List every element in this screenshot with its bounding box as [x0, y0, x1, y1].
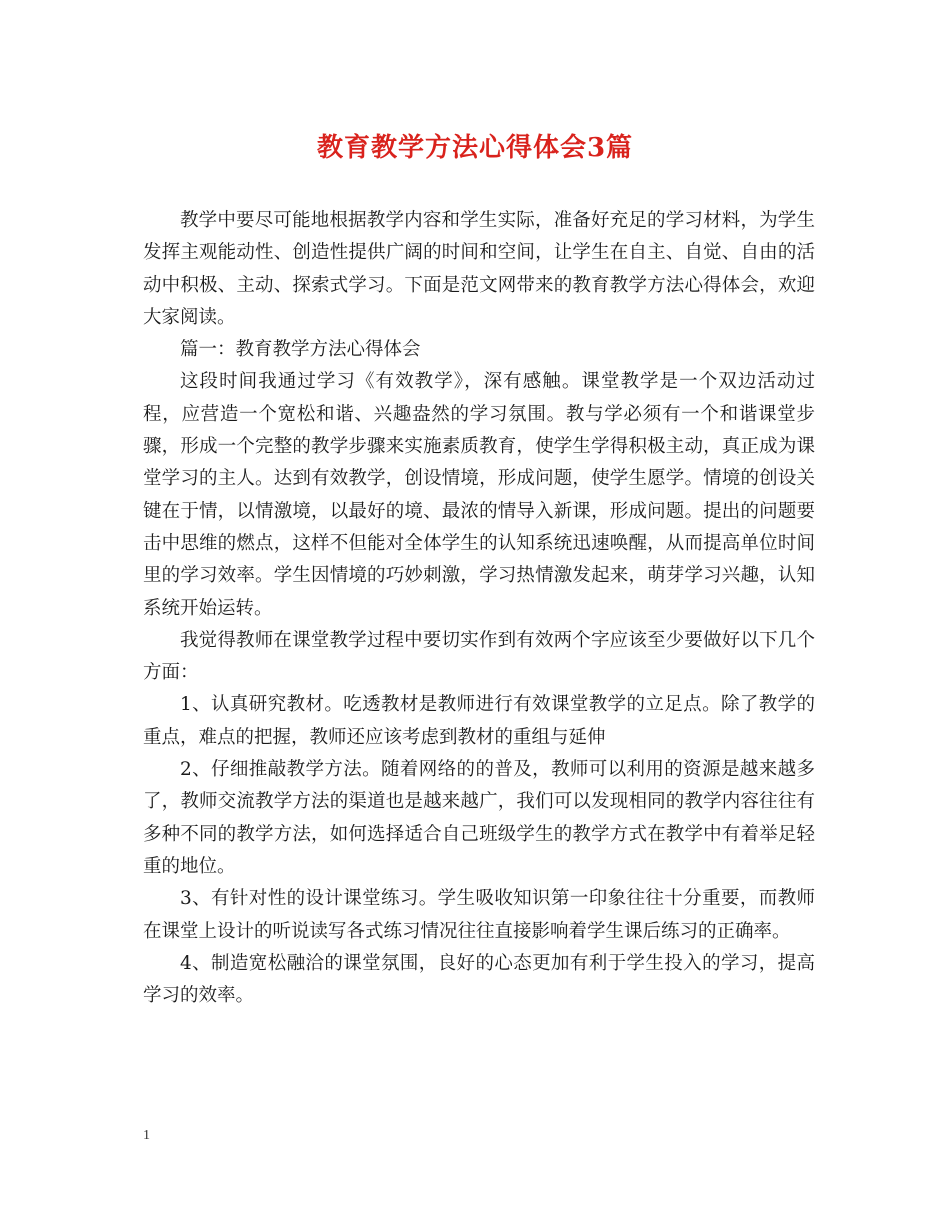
list-item-1: 1、认真研究教材。吃透教材是教师进行有效课堂教学的立足点。除了教学的重点，难点的把握，教师还应该考虑到教材的重组与延伸	[143, 694, 815, 748]
body-paragraph: 我觉得教师在课堂教学过程中要切实作到有效两个字应该至少要做好以下几个方面：	[143, 629, 815, 684]
document-title: 教育教学方法心得体会3篇	[316, 133, 634, 163]
section-heading: 篇一：教育教学方法心得体会	[180, 339, 421, 361]
page-number: 1	[143, 1128, 150, 1143]
list-item-2: 2、仔细推敲教学方法。随着网络的的普及，教师可以利用的资源是越来越多了，教师交流教学方法的渠道也是越来越广，我们可以发现相同的教学内容往往有多种不同的教学方法，如何选择适合自己班级学生的教学方式在教学中有着举足轻重的地位。	[143, 759, 815, 877]
body-paragraph: 这段时间我通过学习《有效教学》，深有感触。课堂教学是一个双边活动过程，应营造一个宽松和谐、兴趣盎然的学习氛围。教与学必须有一个和谐课堂步骤，形成一个完整的教学步骤来实施素质教育，使学生学得积极主动，真正成为课堂学习的主人。达到有效教学，创设情境，形成问题，使学生愿学。情境的创设关键在于情，以情激境，以最好的境、最浓的情导入新课，形成问题。提出的问题要击中思维的燃点，这样不但能对全体学生的认知系统迅速唤醒，从而提高单位时间里的学习效率。学生因情境的巧妙刺激，学习热情激发起来，萌芽学习兴趣，认知系统开始运转。	[143, 371, 815, 619]
list-item-4: 4、制造宽松融洽的课堂氛围，良好的心态更加有利于学生投入的学习，提高学习的效率。	[143, 952, 815, 1007]
document-body	[143, 205, 815, 1012]
list-item-3: 3、有针对性的设计课堂练习。学生吸收知识第一印象往往十分重要，而教师在课堂上设计的听说读写各式练习情况往往直接影响着学生课后练习的正确率。	[143, 888, 815, 942]
intro-paragraph: 教学中要尽可能地根据教学内容和学生实际，准备好充足的学习材料，为学生发挥主观能动性、创造性提供广阔的时间和空间，让学生在自主、自觉、自由的活动中积极、主动、探索式学习。下面是范文网带来的教育教学方法心得体会，欢迎大家阅读。	[143, 210, 815, 328]
